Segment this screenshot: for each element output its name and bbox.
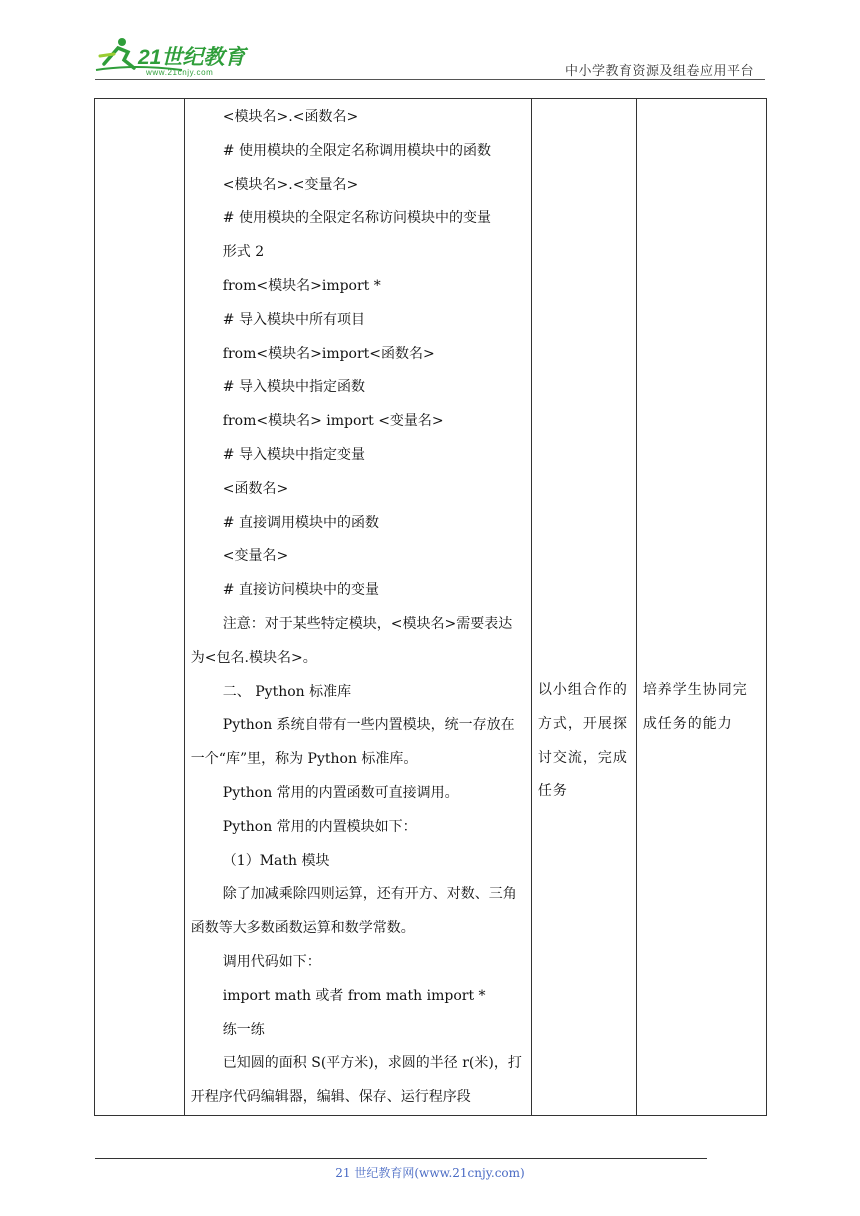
content-line: # 直接访问模块中的变量 — [222, 582, 379, 599]
logo-text: 21世纪教育 — [138, 46, 246, 69]
content-line: <模块名>.<变量名> — [222, 176, 359, 193]
content-line: # 导入模块中指定变量 — [222, 446, 365, 463]
subsection-title: （1）Math 模块 — [222, 852, 330, 869]
content-line: <变量名> — [222, 548, 289, 565]
content-line: # 直接调用模块中的函数 — [222, 514, 379, 531]
content-line: # 导入模块中所有项目 — [222, 311, 365, 328]
logo-url: www.21cnjy.com — [146, 68, 214, 77]
content-line: from<模块名> import <变量名> — [222, 413, 444, 430]
header-divider — [95, 79, 765, 80]
task-paragraph: 已知圆的面积 S(平方米)，求圆的半径 r(米)，打开程序代码编辑器，编辑、保存、运行程序段 — [190, 1055, 522, 1106]
paragraph: 调用代码如下： — [222, 953, 321, 970]
logo-icon — [94, 34, 264, 78]
paragraph: Python 常用的内置模块如下： — [222, 818, 417, 835]
site-logo — [94, 34, 264, 78]
platform-name: 中小学教育资源及组卷应用平台 — [564, 64, 754, 79]
teaching-content — [185, 101, 531, 1115]
design-intent: 培养学生协同完成任务的能力 — [642, 682, 748, 732]
paragraph: Python 系统自带有一些内置模块，统一存放在一个“库”里，称为 Python 标准库。 — [190, 717, 515, 768]
code-line: import math 或者 from math import * — [222, 987, 486, 1004]
activity-cell — [531, 99, 636, 1116]
content-line: # 导入模块中指定函数 — [222, 379, 365, 396]
paragraph: Python 常用的内置函数可直接调用。 — [222, 784, 459, 801]
stage-cell — [95, 99, 185, 1116]
page-header — [0, 0, 860, 80]
content-line: from<模块名>import * — [222, 277, 381, 294]
practice-label: 练一练 — [222, 1021, 265, 1038]
table-row — [95, 99, 767, 1116]
content-line: 形式 2 — [222, 244, 265, 261]
content-line: # 使用模块的全限定名称访问模块中的变量 — [222, 210, 491, 227]
student-activity: 以小组合作的方式，开展探讨交流，完成任务 — [537, 682, 628, 800]
intent-cell — [636, 99, 766, 1116]
content-cell — [184, 99, 531, 1116]
section-title: 二、 Python 标准库 — [222, 683, 352, 700]
paragraph: 除了加减乘除四则运算，还有开方、对数、三角函数等大多数函数运算和数学常数。 — [190, 886, 517, 937]
footer-divider — [95, 1158, 707, 1159]
content-line: <函数名> — [222, 480, 289, 497]
content-line: <模块名>.<函数名> — [222, 109, 359, 125]
content-line: from<模块名>import<函数名> — [222, 345, 435, 362]
content-line: # 使用模块的全限定名称调用模块中的函数 — [222, 142, 491, 159]
lesson-table — [94, 98, 767, 1116]
page-footer: 21 世纪教育网(www.21cnjy.com) — [335, 1166, 525, 1180]
note-paragraph: 注意：对于某些特定模块，<模块名>需要表达为<包名.模块名>。 — [190, 615, 513, 666]
